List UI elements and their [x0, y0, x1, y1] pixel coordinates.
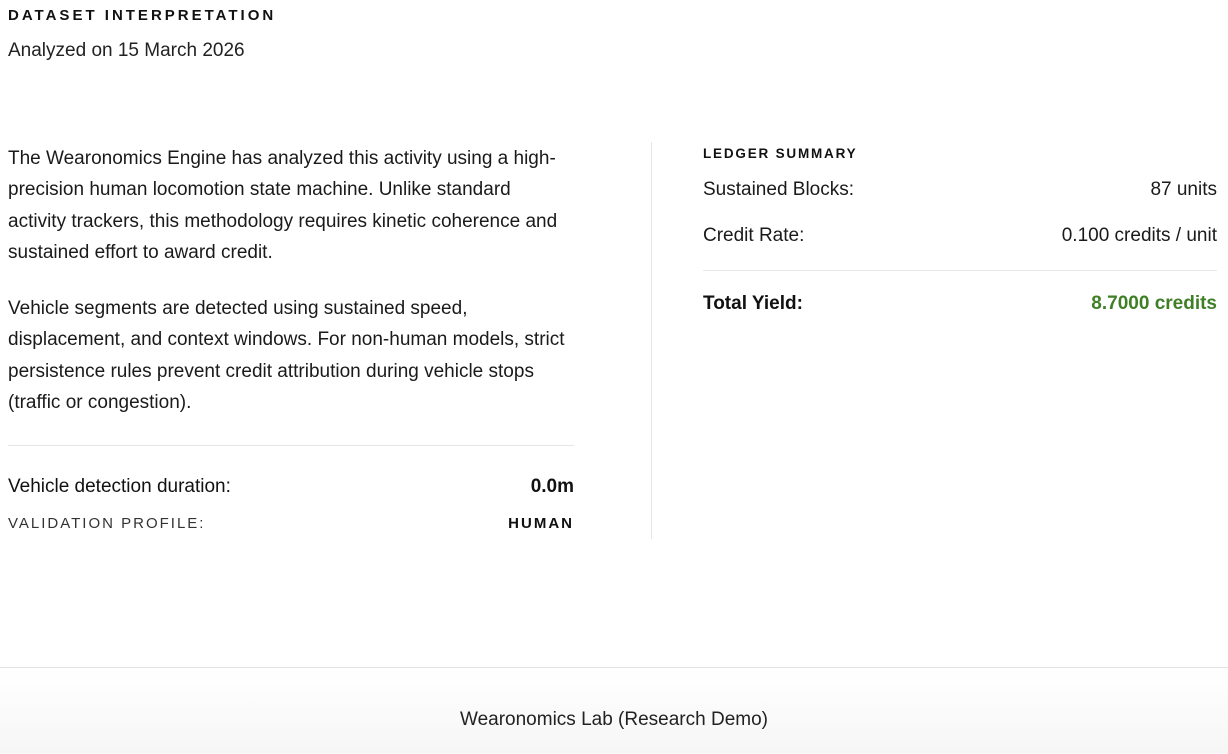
divider [8, 445, 574, 446]
footer-text: Wearonomics Lab (Research Demo) [460, 709, 768, 730]
sustained-blocks-label: Sustained Blocks: [703, 179, 855, 200]
section-eyebrow: DATASET INTERPRETATION [8, 7, 277, 24]
ledger-title: LEDGER SUMMARY [703, 146, 858, 161]
description-paragraph-1: The Wearonomics Engine has analyzed this activity using a high-precision human locomotion state machine. Unlike standard activity trackers, this methodology requires kinetic coherence and sustained effort to award credit. [8, 148, 558, 263]
column-divider [651, 142, 652, 539]
validation-profile-label: VALIDATION PROFILE: [8, 515, 206, 533]
interpretation-column [8, 143, 574, 532]
sustained-blocks-value: 87 units [1150, 179, 1217, 200]
vehicle-duration-label: Vehicle detection duration: [8, 476, 231, 498]
sustained-blocks-row [703, 179, 1217, 201]
total-yield-label: Total Yield: [703, 293, 803, 314]
analysis-date: Analyzed on 15 March 2026 [8, 40, 245, 61]
total-yield-row [703, 293, 1217, 315]
vehicle-duration-row [8, 476, 574, 498]
validation-profile-row [8, 515, 574, 532]
ledger-divider [703, 270, 1217, 271]
total-yield-value: 8.7000 credits [1091, 293, 1217, 314]
credit-rate-value: 0.100 credits / unit [1061, 225, 1217, 246]
description-paragraph-2: Vehicle segments are detected using sustained speed, displacement, and context windows. For non-human models, strict persistence rules prevent credit attribution during vehicle stops (traffic or congestion). [8, 298, 565, 414]
credit-rate-label: Credit Rate: [703, 225, 805, 246]
footer [0, 667, 1228, 754]
credit-rate-row [703, 225, 1217, 247]
vehicle-duration-value: 0.0m [530, 476, 574, 498]
ledger-summary-panel [703, 146, 1217, 315]
validation-profile-value: HUMAN [508, 515, 574, 533]
